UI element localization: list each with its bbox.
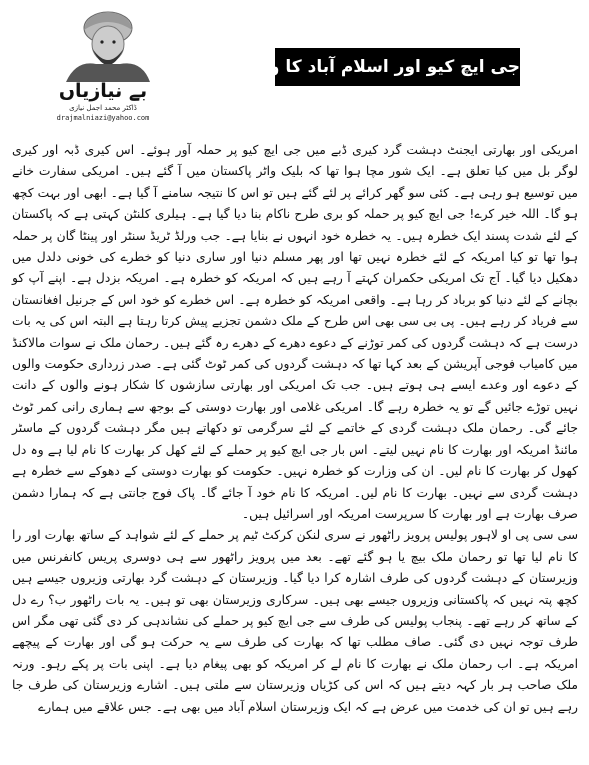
author-name: ڈاکٹر محمد اجمل نیازی — [69, 104, 137, 112]
columnist-banner — [28, 8, 178, 126]
article-body — [12, 140, 578, 760]
author-portrait — [46, 8, 156, 82]
article-title: جی ایچ کیو اور اسلام آباد کا وزیرستان — [275, 48, 520, 86]
column-header — [0, 0, 589, 130]
column-brand: بے نیازیاں — [58, 80, 148, 102]
article-paragraph: سی سی پی او لاہور پولیس پرویز راٹھور نے سری لنکن کرکٹ ٹیم پر حملے کے لئے شواہد کے ساتھ بھارت اور را کا نام لیا تھا تو رحمان ملک بیچ یا ہو گئے تھے۔ بعد میں پرویز راٹھور سے ہی دوسری پریس کانفرنس میں وزیرستان کے دہشت گردوں کی طرف اشارہ کرا دیا گیا۔ وزیرستان کے دہشت گرد بھارتی وزیروں جیسے ہیں کچھ پتہ نہیں کہ پاکستانی وزیروں جیسے بھی ہیں۔ سرکاری وزیرستان بھی تو ہیں۔ یہ بات راٹھور ب؟ رے دل کے ساتھ کر رہے تھے۔ پنجاب پولیس کی طرف سے جی ایچ کیو پر حملے کی نشاندہی کر دی گئی تھی مگر اس طرف توجہ نہیں دی گئی۔ صاف مطلب تھا کہ بھارت کی طرف سے یہ حرکت ہو گی اور بھارت کے پیچھے امریکہ ہے۔ اب رحمان ملک نے بھارت کا نام لے کر امریکہ کو بھی پیغام دیا ہے۔ اپنی بات پر پکے رہو۔ ورنہ ملک صاحب ہر بار کہہ دیتے ہیں کہ اس کی کڑیاں وزیرستان سے ملتی ہیں۔ اشارے وزیرستان کی طرف جا رہے ہیں تو ان کی خدمت میں عرض ہے کہ ایک وزیرستان اسلام آباد میں بھی ہے۔ جس علاقے میں ہمارے — [12, 528, 578, 714]
article-paragraph: امریکی اور بھارتی ایجنٹ دہشت گرد کیری ڈبے میں جی ایچ کیو پر حملہ آور ہوئے۔ اس کیری ڈبہ اور کیری لوگر بل میں کیا تعلق ہے۔ ایک شور مچا ہوا تھا کہ بلیک واٹر پاکستان میں آ گئے ہیں۔ امریکی سفارت خانے میں توسیع ہو رہی ہے۔ کئی سو گھر کرائے پر لئے گئے ہیں تو اس کا نتیجہ سامنے آ گیا ہے۔ ابھی اور بہت کچھ ہو گا۔ اللہ خیر کرے! جی ایچ کیو پر حملہ کو بری طرح ناکام بنا دیا گیا ہے۔ ہیلری کلنٹن کہتی ہے کہ پاکستان کے لئے شدت پسند ایک خطرہ ہیں۔ یہ خطرہ خود انہوں نے بنایا ہے۔ جب ورلڈ ٹریڈ سنٹر اور پینٹا گان پر حملہ ہوا تھا تو کیا امریکہ کے لئے خطرہ نہیں تھا اور پھر مسلم دنیا اور ساری دنیا کو خطرے کی خونی دلدل میں دھکیل دیا گیا۔ آج تک امریکی حکمران کہتے آ رہے ہیں کہ امریکہ کو خطرہ ہے۔ امریکہ بزدل ہے۔ اپنے آپ کو بچانے کے لئے دنیا کو برباد کر رہا ہے۔ واقعی امریکہ کو خطرہ ہے۔ اس خطرے کو خود اس کے جرنیل افغانستان سے فریاد کر رہے ہیں۔ پی بی سی بھی اس طرح کے ملک دشمن تجزیے پیش کرتا رہتا ہے البتہ اس کی یہ بات درست ہے کہ دہشت گردوں کی کمر توڑنے کے دعوے دھرے کے دھرے رہ گئے ہیں۔ رحمان ملک نے سوات مالاکنڈ میں کامیاب فوجی آپریشن کے بعد کہا تھا کہ دہشت گردوں کی کمر ٹوٹ گئی ہے۔ صدر زرداری حکومت والوں کے دعوے اور وعدے ایسے ہی ہوتے ہیں۔ جب تک امریکی اور بھارتی سازشوں کا شکار ہونے والوں کے دانت نہیں توڑے جائیں گے تو یہ خطرہ رہے گا۔ امریکی غلامی اور بھارت دوستی کے بوجھ سے ہماری رانی کمر ٹوٹ جائے گی۔ رحمان ملک دہشت گردی کے خاتمے کے لئے سرگرمی تو دکھاتے ہیں مگر دہشت گردوں کے ماسٹر مائنڈ امریکہ اور بھارت کا نام نہیں لیتے۔ اس بار جی ایچ کیو پر حملے کے لئے کھل کر بھارت کا نام لیا ہے وہ دل کھول کر بھارت کا نام لیں۔ ان کی وزارت کو خطرہ نہیں۔ حکومت کو بھارت دوستی کے دھوکے سے خطرہ ہے دہشت گردی سے نہیں۔ بھارت کا نام لیں۔ امریکہ کا نام خود آ جائے گا۔ پاک فوج جانتی ہے کہ ہمارا دشمن صرف بھارت ہے اور بھارت کا سرپرست امریکہ اور اسرائیل ہیں۔ — [12, 143, 578, 521]
author-email: drajmalniazi@yahoo.com — [56, 114, 150, 122]
